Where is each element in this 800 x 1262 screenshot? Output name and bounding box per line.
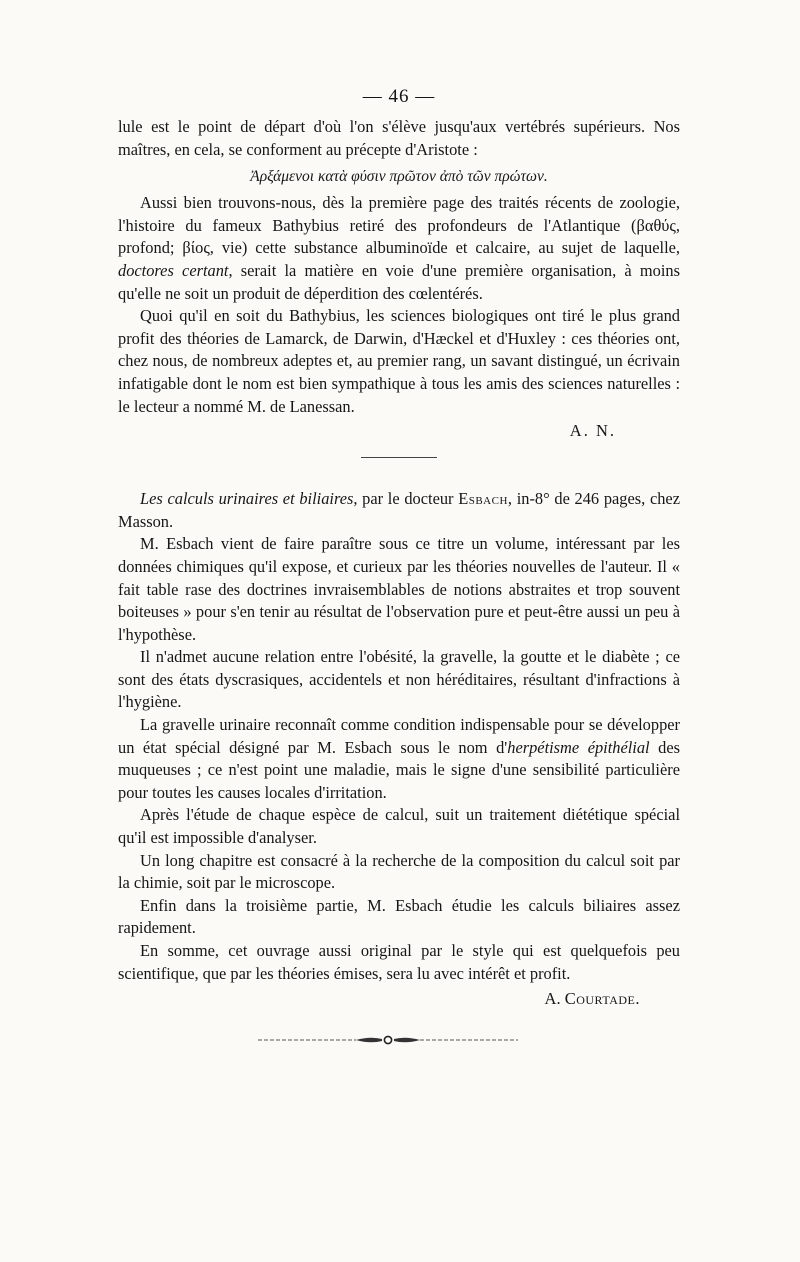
signature-name: Courtade.	[564, 989, 640, 1009]
paragraph-text: Il n'admet aucune relation entre l'obésité, la gravelle, la goutte et le diabète ; ce sont des états dyscrasiques, accidentels et non héréditaires, résultant d'infractions à l'hygiène.	[118, 647, 680, 712]
paragraph-3	[118, 714, 680, 804]
paragraph-theories	[118, 305, 680, 418]
signature-courtade	[118, 989, 680, 1009]
term-herpetisme: herpétisme épithélial	[507, 737, 650, 757]
paragraph-6	[118, 895, 680, 940]
section-divider	[361, 457, 437, 458]
latin-phrase: doctores certant	[118, 260, 229, 280]
fleuron-ornament	[258, 1033, 518, 1047]
greek-quote: Ἀρξάμενοι κατὰ φύσιν πρῶτον ἀπὸ τῶν πρώτων.	[250, 168, 548, 186]
paragraph-text: , in-8° de 246 pages, chez Masson.	[118, 489, 680, 531]
paragraph-1	[118, 533, 680, 646]
paragraph-text: Un long chapitre est consacré à la recherche de la composition du calcul soit par la chimie, soit par le microscope.	[118, 850, 680, 893]
signature-initial: A.	[544, 989, 565, 1009]
paragraph-text: M. Esbach vient de faire paraître sous ce titre un volume, intéressant par les données chimiques qu'il expose, et curieux par les théories nouvelles de l'auteur. Il « fait table rase des doctrines invraisemblables de notions abstraites et trop souvent boiteuses » pour s'en tenir au résultat de l'observation pure et peut-être aussi un peu à l'hypothèse.	[118, 534, 680, 644]
paragraph-2	[118, 646, 680, 714]
paragraph-5	[118, 850, 680, 895]
author-name: Esbach	[458, 489, 508, 509]
paragraph-text: des muqueuses ; ce n'est point une maladie, mais le signe d'une sensibilité particulière pour toutes les causes locales d'irritation.	[118, 737, 681, 802]
paragraph-text: En somme, cet ouvrage aussi original par le style qui est quelquefois peu scientifique, que par les théories émises, sera lu avec intérêt et profit.	[118, 941, 680, 983]
paragraph-4	[118, 804, 680, 849]
page	[118, 86, 680, 1052]
paragraph-bathybius	[118, 192, 680, 305]
paragraph-continuation	[118, 116, 680, 161]
paragraph-text: Quoi qu'il en soit du Bathybius, les sciences biologiques ont tiré le plus grand profit des théories de Lamarck, de Darwin, d'Hæckel et d'Huxley : ces théories ont, chez nous, de nombreux adeptes et, au premier rang, un savant distingué, un écrivain infatigable dont le nom est bien sympathique à tous les amis des sciences naturelles : le lecteur a nommé M. de Lanessan.	[118, 306, 680, 416]
paragraph-text: La gravelle urinaire reconnaît comme condition indispensable pour se développer un état spécial désigné par M. Esbach sous le nom d'	[118, 715, 680, 757]
paragraph-7	[118, 940, 680, 985]
paragraph-text: Aussi bien trouvons-nous, dès la première page des traités récents de zoologie, l'histoire du fameux Bathybius retiré des profondeurs de l'Atlantique (βαθύς, profond; βίος, vie) cette substance albuminoïde et calcaire, au sujet de laquelle,	[118, 193, 680, 258]
book-title: Les calculs urinaires et biliaires	[140, 489, 354, 509]
paragraph-text: lule est le point de départ d'où l'on s'élève jusqu'aux vertébrés supérieurs. Nos maîtres, en cela, se conforment au précepte d'Aristote :	[118, 117, 680, 159]
paragraph-text: , serait la matière en voie d'une première organisation, à moins qu'elle ne soit un produit de déperdition des cœlentérés.	[118, 260, 680, 303]
paragraph-text: Après l'étude de chaque espèce de calcul, suit un traitement diététique spécial qu'il est impossible d'analyser.	[118, 805, 680, 848]
signature-an: A. N.	[569, 421, 616, 441]
paragraph-text: , par le docteur	[353, 489, 459, 509]
review-bathybius	[118, 116, 680, 441]
page-number: — 46 —	[362, 86, 436, 107]
review-calculs	[118, 488, 680, 1009]
paragraph-text: Enfin dans la troisième partie, M. Esbach étudie les calculs biliaires assez rapidement.	[118, 895, 680, 938]
book-reference	[118, 488, 680, 533]
